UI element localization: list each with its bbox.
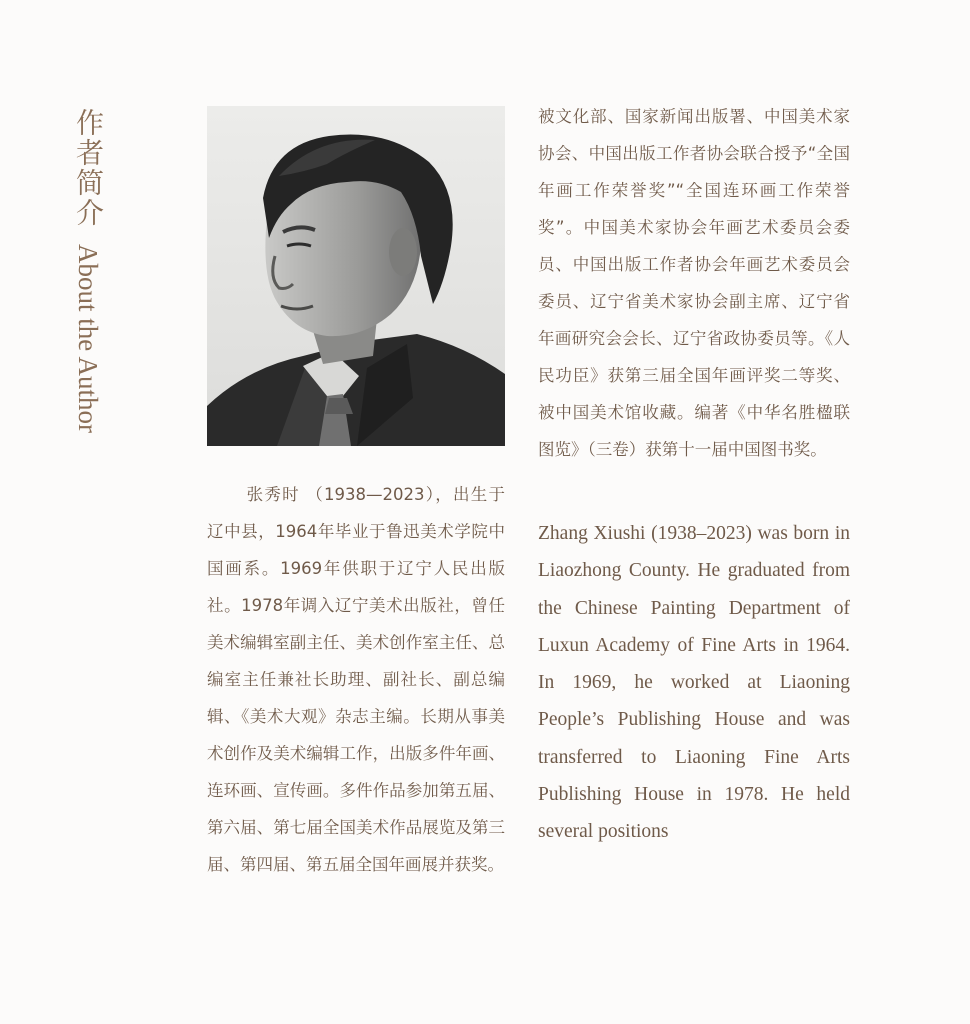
biography-chinese-column-1 — [207, 476, 505, 883]
biography-chinese-text-part1: 张秀时 （1938—2023），出生于辽中县，1964年毕业于鲁迅美术学院中国画系。1969年供职于辽宁人民出版社。1978年调入辽宁美术出版社，曾任美术编辑室副主任、美术创作室主任、总编室主任兼社长助理、副社长、副总编辑、《美术大观》杂志主编。长期从事美术创作及美术编辑工作，出版多件年画、连环画、宣传画。多件作品参加第五届、第六届、第七届全国美术作品展览及第三届、第四届、第五届全国年画展并获奖。 — [207, 485, 505, 874]
biography-english-text: Zhang Xiushi (1938–2023) was born in Liaozhong County. He graduated from the Chinese Painting Department of Luxun Academy of Fine Arts in 1964. In 1969, he worked at Liaoning People’s Publishing House and was transferred to Liaoning Fine Arts Publishing House in 1978. He held several positions — [538, 523, 850, 843]
section-title-chinese: 作者简介 — [72, 108, 105, 228]
section-title — [64, 108, 112, 433]
biography-chinese-text-part2: 被文化部、国家新闻出版署、中国美术家协会、中国出版工作者协会联合授予“全国年画工作荣誉奖”“全国连环画工作荣誉奖”。中国美术家协会年画艺术委员会委员、中国出版工作者协会年画艺术委员会委员、辽宁省美术家协会副主席、辽宁省年画研究会会长、辽宁省政协委员等。《人民功臣》获第三届全国年画评奖二等奖、被中国美术馆收藏。编著《中华名胜楹联图览》（三卷）获第十一届中国图书奖。 — [538, 107, 850, 459]
author-portrait-photo — [207, 106, 505, 446]
section-title-english: About the Author — [73, 244, 103, 433]
biography-column-2 — [538, 98, 850, 851]
portrait-illustration — [207, 106, 505, 446]
